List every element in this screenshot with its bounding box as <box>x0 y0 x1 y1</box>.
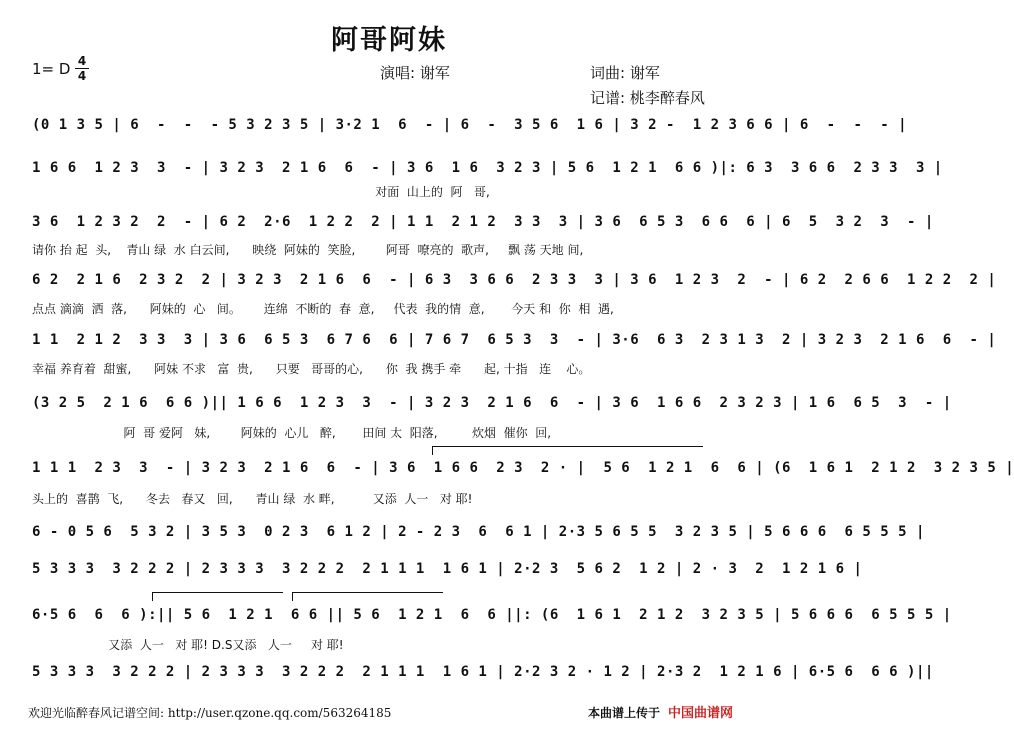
brand-logo <box>668 702 733 721</box>
lyric-row: 点点 滴滴 洒 落, 阿妹的 心 间。 连绵 不断的 春 意, 代表 我的情 意, 今天 和 你 相 遇, <box>32 302 614 316</box>
notation-row: 6 - 0 5 6 5 3 2 | 3 5 3 0 2 3 6 1 2 | 2 - 2 3 6 6 1 | 2·3 5 6 5 5 3 2 3 5 | 5 6 6 6 6 5 5 5 | <box>32 524 925 540</box>
volta-bracket-2 <box>152 592 283 601</box>
footer-upload-note: 本曲谱上传于 <box>588 706 661 720</box>
notation-row: 1 1 2 1 2 3 3 3 | 3 6 6 5 3 6 7 6 6 | 7 6 7 6 5 3 3 - | 3·6 6 3 2 3 1 3 2 | 3 2 3 2 1 6 6 - | <box>32 332 997 348</box>
lyric-row: 请你 抬 起 头, 青山 绿 水 白云间, 映绕 阿妹的 笑脸, 阿哥 嘹亮的 歌声, 飘 荡 天地 间, <box>32 243 584 257</box>
lyric-row: 阿 哥 爱阿 妹, 阿妹的 心儿 醉, 田间 太 阳落, 炊烟 催你 回, <box>32 426 552 440</box>
composer-credit: 词曲: 谢军 <box>590 64 660 82</box>
transcriber-credit: 记谱: 桃李醉春风 <box>590 89 705 107</box>
lyric-row: 幸福 养育着 甜蜜, 阿妹 不求 富 贵, 只要 哥哥的心, 你 我 携手 牵 起, 十指 连 心。 <box>32 362 591 376</box>
notation-row: 5 3 3 3 3 2 2 2 | 2 3 3 3 3 2 2 2 2 1 1 1 1 6 1 | 2·2 3 5 6 2 1 2 | 2 · 3 2 1 2 1 6 | <box>32 561 863 577</box>
notation-row: 6 2 2 1 6 2 3 2 2 | 3 2 3 2 1 6 6 - | 6 3 3 6 6 2 3 3 3 | 3 6 1 2 3 2 - | 6 2 2 6 6 1 2 2 2 | <box>32 272 997 288</box>
notation-row: 3 6 1 2 3 2 2 - | 6 2 2·6 1 2 2 2 | 1 1 2 1 2 3 3 3 | 3 6 6 5 3 6 6 6 | 6 5 3 2 3 - | <box>32 214 934 230</box>
time-signature-bottom: 4 <box>77 69 87 83</box>
song-title: 阿哥阿妹 <box>331 25 447 56</box>
volta-bracket-1 <box>432 446 703 455</box>
lyric-row: 头上的 喜鹊 飞, 冬去 春又 回, 青山 绿 水 畔, 又添 人一 对 耶! <box>32 492 473 506</box>
notation-row: 6·5 6 6 6 ):|| 5 6 1 2 1 6 6 || 5 6 1 2 1 6 6 ||: (6 1 6 1 2 1 2 3 2 3 5 | 5 6 6 6 6 5 5 5 | <box>32 607 952 623</box>
time-signature-top: 4 <box>77 54 87 68</box>
time-signature <box>75 55 89 82</box>
notation-row: (3 2 5 2 1 6 6 6 )|| 1 6 6 1 2 3 3 - | 3 2 3 2 1 6 6 - | 3 6 1 6 6 2 3 2 3 | 1 6 6 5 3 - | <box>32 395 952 411</box>
lyric-row: 又添 人一 对 耶! D.S又添 人一 对 耶! <box>32 638 344 652</box>
brand-text: 中国曲谱网 <box>668 706 734 721</box>
key-signature: 1= D <box>32 60 71 78</box>
singer-credit: 演唱: 谢军 <box>380 64 450 82</box>
notation-row: (0 1 3 5 | 6 - - - 5 3 2 3 5 | 3·2 1 6 - | 6 - 3 5 6 1 6 | 3 2 - 1 2 3 6 6 | 6 - - - | <box>32 117 908 133</box>
footer-website-note: 欢迎光临醉春风记谱空间: http://user.qzone.qq.com/563264185 <box>28 706 392 720</box>
lyric-row: 对面 山上的 阿 哥, <box>32 185 490 199</box>
notation-row: 1 6 6 1 2 3 3 - | 3 2 3 2 1 6 6 - | 3 6 1 6 3 2 3 | 5 6 1 2 1 6 6 )|: 6 3 3 6 6 2 3 3 3 | <box>32 160 943 176</box>
volta-bracket-3 <box>292 592 443 601</box>
notation-row: 1 1 1 2 3 3 - | 3 2 3 2 1 6 6 - | 3 6 1 6 6 2 3 2 · | 5 6 1 2 1 6 6 | (6 1 6 1 2 1 2 3 2 3 5 | <box>32 460 1014 476</box>
notation-row: 5 3 3 3 3 2 2 2 | 2 3 3 3 3 2 2 2 2 1 1 1 1 6 1 | 2·2 3 2 · 1 2 | 2·3 2 1 2 1 6 | 6·5 6 6 6 )|| <box>32 664 934 680</box>
